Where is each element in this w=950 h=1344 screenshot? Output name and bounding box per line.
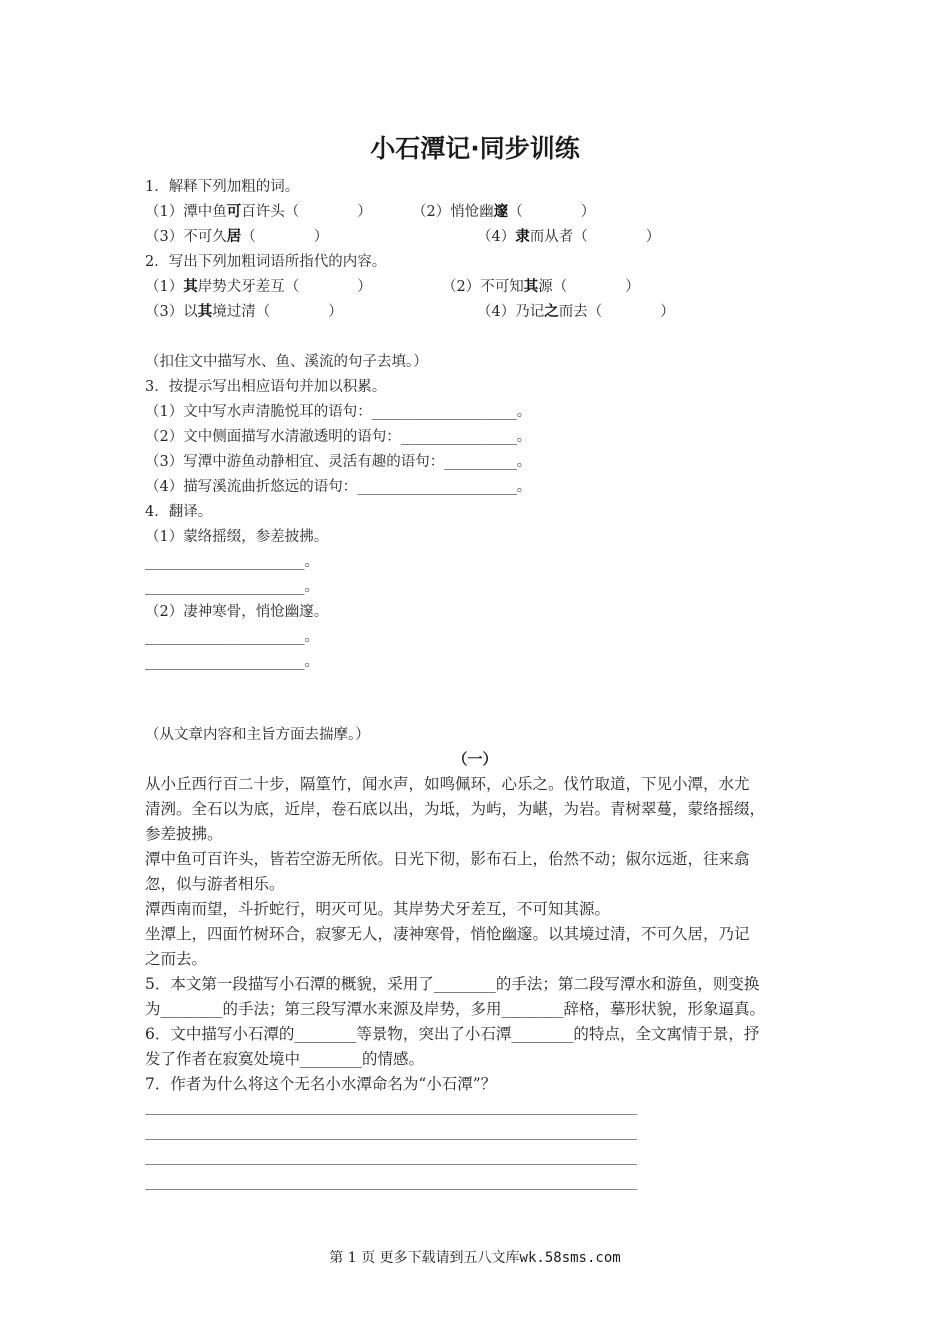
page-footer	[0, 1248, 950, 1268]
passage-line: 潭中鱼可百许头，皆若空游无所依。日光下彻，影布石上，佁然不动；俶尔远逝，往来翕	[145, 850, 750, 868]
answer-blank-line: ______________________。	[145, 579, 319, 595]
q1-stem: 1．解释下列加粗的词。	[145, 179, 300, 195]
q3-item: （3）写潭中游鱼动静相宜、灵活有趣的语句：__________。	[145, 454, 532, 470]
answer-rule	[145, 1164, 637, 1165]
q2-item-4: （4）乃记之而去（ ）	[477, 303, 675, 320]
q2-item-3: （3）以其境过清（ ）	[145, 303, 343, 320]
q3-item: （1）文中写水声清脆悦耳的语句：____________________。	[145, 404, 532, 420]
passage-line: 从小丘西行百二十步，隔篁竹，闻水声，如鸣佩环，心乐之。伐竹取道，下见小潭，水尤	[145, 775, 750, 793]
answer-blank-line: ______________________。	[145, 629, 319, 645]
passage-line: 潭西南而望，斗折蛇行，明灭可见。其岸势犬牙差互，不可知其源。	[145, 900, 611, 918]
page-number: 第 1 页	[329, 1250, 376, 1266]
answer-rule	[145, 1189, 637, 1190]
passage-line: 坐潭上，四面竹树环合，寂寥无人，凄神寒骨，悄怆幽邃。以其境过清，不可久居，乃记	[145, 925, 750, 943]
q4-item-1: （1）蒙络摇缀，参差披拂。	[145, 529, 329, 545]
section-heading: （一）	[452, 750, 498, 768]
q6-line: 发了作者在寂寞处境中________的情感。	[145, 1050, 425, 1068]
q1-item-2: （2）悄怆幽邃（ ）	[412, 203, 596, 220]
q6-line: 6．文中描写小石潭的________等景物，突出了小石潭________的特点，全文寓情于景，抒	[145, 1025, 760, 1043]
footer-link[interactable]: wk.58sms.com	[519, 1250, 621, 1266]
answer-blank-line: ______________________。	[145, 654, 319, 670]
q4-item-2: （2）凄神寒骨，悄怆幽邃。	[145, 604, 329, 620]
hint-passage: （从文章内容和主旨方面去揣摩。）	[145, 727, 370, 743]
q7-stem: 7．作者为什么将这个无名小水潭命名为“小石潭”？	[145, 1075, 497, 1093]
answer-blank-line: ______________________。	[145, 554, 319, 570]
q3-item: （4）描写溪流曲折悠远的语句：______________________。	[145, 479, 532, 495]
hint-q3: （扣住文中描写水、鱼、溪流的句子去填。）	[145, 354, 428, 370]
q3-stem: 3．按提示写出相应语句并加以积累。	[145, 379, 387, 395]
q1-item-3: （3）不可久居（ ）	[145, 228, 329, 245]
q5-line: 为________的手法；第三段写潭水来源及岸势，多用________辞格，摹形状貌，形象逼真。	[145, 1000, 766, 1018]
q2-item-1: （1）其岸势犬牙差互（ ）	[145, 278, 372, 295]
footer-text: 更多下载请到五八文库	[375, 1250, 520, 1266]
passage-line: 参差披拂。	[145, 825, 223, 843]
q2-item-2: （2）不可知其源（ ）	[442, 278, 640, 295]
q1-item-4: （4）隶而从者（ ）	[477, 228, 661, 245]
passage-line: 忽，似与游者相乐。	[145, 875, 285, 893]
passage-line: 清洌。全石以为底，近岸，卷石底以出，为坻，为屿，为嵁，为岩。青树翠蔓，蒙络摇缀，	[145, 800, 766, 818]
q5-line: 5．本文第一段描写小石潭的概貌，采用了________的手法；第二段写潭水和游鱼，则变换	[145, 975, 760, 993]
answer-rule	[145, 1139, 637, 1140]
answer-rule	[145, 1114, 637, 1115]
q2-stem: 2．写出下列加粗词语所指代的内容。	[145, 254, 387, 270]
passage-line: 之而去。	[145, 950, 208, 968]
q1-item-1: （1）潭中鱼可百许头（ ）	[145, 203, 372, 220]
q4-stem: 4．翻译。	[145, 504, 213, 520]
page-title: 小石潭记·同步训练	[370, 134, 580, 163]
q3-item: （2）文中侧面描写水清澈透明的语句：________________。	[145, 429, 532, 445]
